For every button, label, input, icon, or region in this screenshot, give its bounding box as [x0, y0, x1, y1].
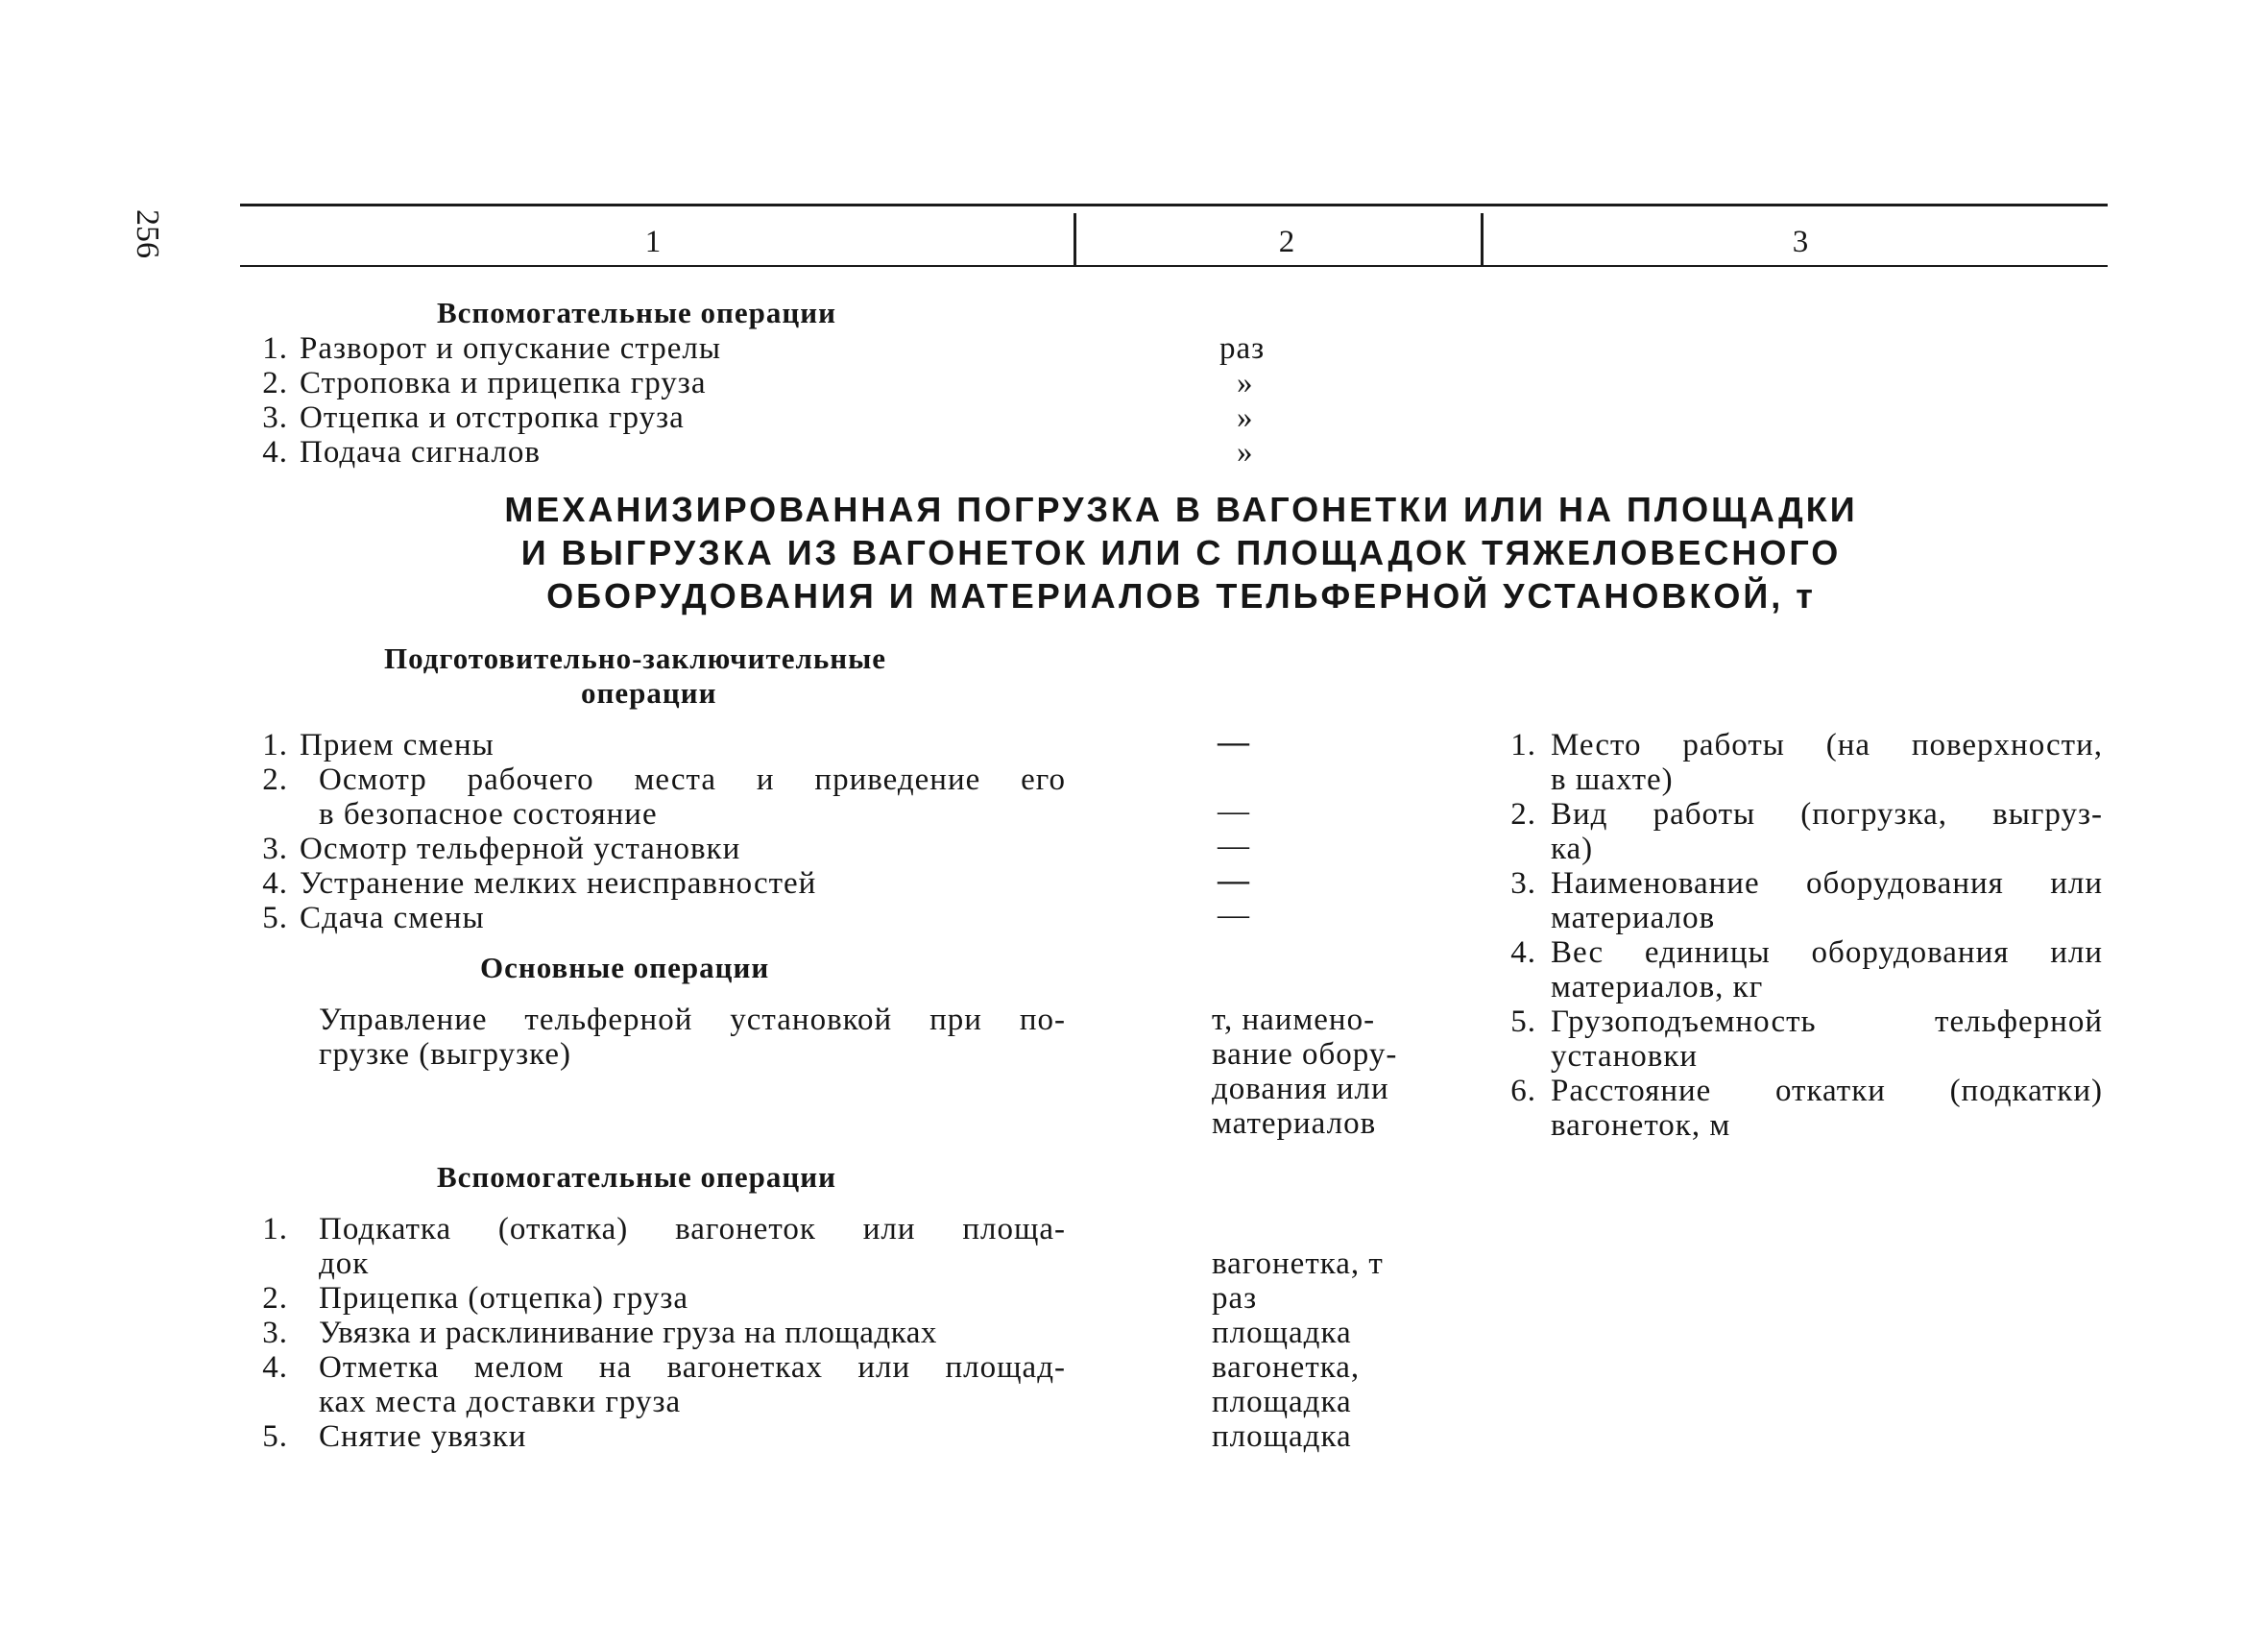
factor-text: Вес единицы оборудования или [1551, 935, 2103, 970]
unit-value: — [1218, 725, 1249, 760]
factor-text: Расстояние откатки (подкатки) [1551, 1074, 2103, 1108]
column-header-2: 2 [1278, 225, 1295, 259]
item-text: Устранение мелких неисправностей [300, 866, 817, 901]
item-number: 2. [262, 366, 288, 400]
item-text: Строповка и прицепка груза [300, 366, 707, 400]
factor-text: Наименование оборудования или [1551, 866, 2103, 901]
column-header-3: 3 [1792, 225, 1809, 259]
list-item [230, 400, 685, 436]
item-number: 5. [262, 901, 288, 935]
factor-number: 6. [1510, 1074, 1536, 1108]
item-text: Отцепка и отстропка груза [300, 400, 685, 435]
factor-text: материалов [1551, 901, 1716, 935]
item-number: 4. [262, 866, 288, 901]
item-number: 1. [262, 728, 288, 762]
unit-value: материалов [1212, 1106, 1377, 1141]
factor-text: Грузоподъемность тельферной [1551, 1004, 2103, 1039]
item-number: 3. [262, 400, 288, 435]
document-title-line-1: МЕХАНИЗИРОВАННАЯ ПОГРУЗКА В ВАГОНЕТКИ ИЛИ НА ПЛОЩАДКИ [504, 490, 1858, 529]
factor-number: 2. [1510, 797, 1536, 832]
item-number: 1. [262, 1212, 288, 1246]
factor-number: 3. [1510, 866, 1536, 901]
main-operation-text: грузке (выгрузке) [319, 1037, 571, 1072]
header-divider-2 [1481, 213, 1484, 267]
item-number: 2. [262, 1281, 288, 1316]
document-title-line-3: ОБОРУДОВАНИЯ И МАТЕРИАЛОВ ТЕЛЬФЕРНОЙ УСТАНОВКОЙ, т [546, 576, 1816, 616]
unit-value: вагонетка, т [1212, 1246, 1384, 1281]
list-item [230, 866, 816, 902]
factor-text: материалов, кг [1551, 970, 1764, 1004]
factor-text: ка) [1551, 832, 1594, 866]
factor-text: Вид работы (погрузка, выгруз- [1551, 797, 2103, 832]
unit-value: дования или [1212, 1072, 1389, 1106]
list-item [230, 331, 721, 367]
factor-text: Место работы (на поверхности, [1551, 728, 2103, 762]
item-text: Осмотр тельферной установки [300, 832, 741, 866]
unit-value: площадка [1212, 1385, 1352, 1419]
unit-value: раз [1212, 1281, 1258, 1316]
factor-text: установки [1551, 1039, 1699, 1074]
item-text: Прицепка (отцепка) груза [319, 1281, 689, 1316]
item-text: док [319, 1246, 370, 1281]
document-title-line-2: И ВЫГРУЗКА ИЗ ВАГОНЕТОК ИЛИ С ПЛОЩАДОК ТЯЖЕЛОВЕСНОГО [520, 533, 1842, 572]
item-number: 4. [262, 1350, 288, 1385]
page-number: 256 [130, 209, 165, 258]
item-text: Снятие увязки [319, 1419, 527, 1454]
factor-number: 4. [1510, 935, 1536, 970]
item-number: 2. [262, 762, 288, 797]
list-item [230, 901, 485, 936]
unit-value: т, наимено- [1212, 1003, 1376, 1037]
section-heading: Основные операции [480, 951, 770, 984]
unit-value: — [1218, 863, 1249, 898]
unit-value: — [1218, 829, 1249, 863]
item-number: 5. [262, 1419, 288, 1454]
unit-value: вагонетка, [1212, 1350, 1361, 1385]
factor-text: вагонеток, м [1551, 1108, 1731, 1143]
item-text: Подкатка (откатка) вагонеток или площа- [319, 1212, 1066, 1246]
unit-value: площадка [1212, 1419, 1352, 1454]
item-text: Увязка и расклинивание груза на площадках [319, 1316, 937, 1350]
unit-value: площадка [1212, 1316, 1352, 1350]
unit-value: — [1218, 794, 1249, 829]
list-item [230, 435, 541, 471]
list-item [230, 728, 495, 763]
item-number: 4. [262, 435, 288, 470]
unit-value: » [1237, 435, 1254, 470]
unit-value: — [1218, 898, 1249, 932]
item-text: ках места доставки груза [319, 1385, 682, 1419]
unit-value: » [1237, 400, 1254, 435]
item-number: 1. [262, 331, 288, 366]
section-heading: Вспомогательные операции [437, 296, 836, 329]
header-bottom-rule [240, 265, 2108, 267]
list-item [230, 832, 740, 867]
item-text: Осмотр рабочего места и приведение его [319, 762, 1066, 797]
unit-value: раз [1219, 331, 1266, 366]
factor-number: 1. [1510, 728, 1536, 762]
section-heading: Подготовительно-заключительные [384, 641, 887, 675]
item-text: Прием смены [300, 728, 495, 762]
item-text: Подача сигналов [300, 435, 541, 470]
column-header-1: 1 [644, 225, 662, 259]
unit-value: вание обору- [1212, 1037, 1398, 1072]
header-divider-1 [1074, 213, 1076, 267]
unit-value: » [1237, 366, 1254, 400]
list-item [230, 762, 300, 798]
item-number: 3. [262, 832, 288, 866]
main-operation-text: Управление тельферной установкой при по- [319, 1003, 1066, 1037]
factor-text: в шахте) [1551, 762, 1674, 797]
section-heading: операции [581, 676, 717, 710]
section-heading: Вспомогательные операции [437, 1160, 836, 1194]
item-text: Отметка мелом на вагонетках или площад- [319, 1350, 1066, 1385]
item-text: Разворот и опускание стрелы [300, 331, 722, 366]
item-text: в безопасное состояние [319, 797, 658, 832]
item-number: 3. [262, 1316, 288, 1350]
item-text: Сдача смены [300, 901, 485, 935]
header-top-rule [240, 204, 2108, 206]
factor-number: 5. [1510, 1004, 1536, 1039]
list-item [230, 366, 706, 401]
